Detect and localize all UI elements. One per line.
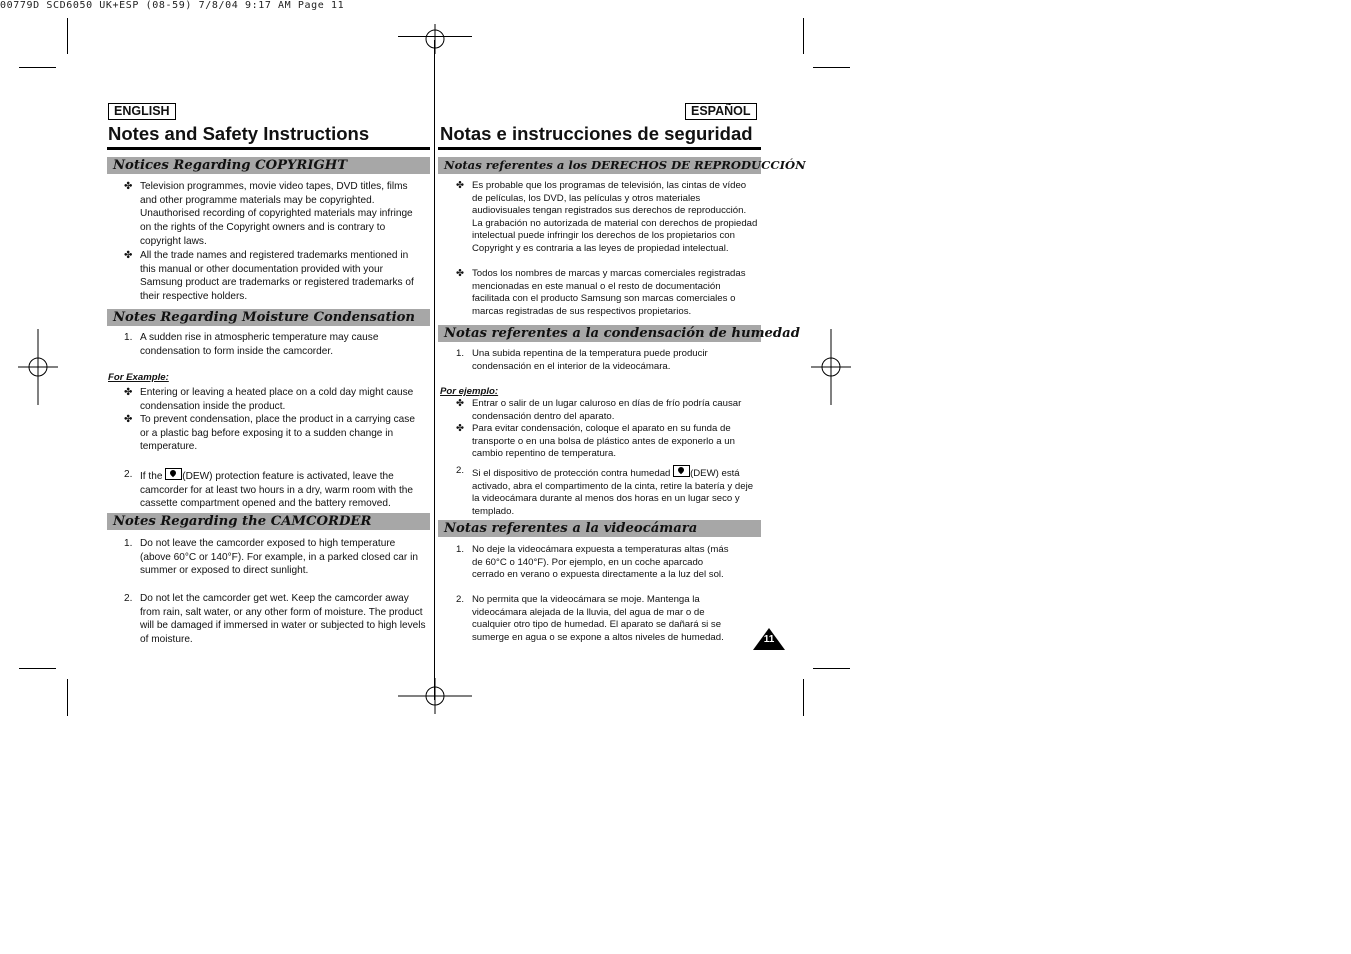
language-badge: ESPAÑOL [685, 103, 757, 120]
bullet-icon: ✤ [124, 414, 133, 425]
language-badge: ENGLISH [108, 103, 176, 120]
section-heading-moisture: Notas referentes a la condensación de humedad [438, 325, 761, 342]
crop-mark [813, 67, 850, 68]
crop-mark [19, 668, 56, 669]
registration-mark-icon [396, 678, 474, 716]
dew-icon [165, 468, 182, 480]
page-spine [434, 40, 435, 700]
bullet-icon: ✤ [456, 423, 465, 434]
bullet-icon: ✤ [456, 268, 465, 279]
crop-mark [67, 18, 68, 54]
section-heading-copyright: Notas referentes a los DERECHOS DE REPRODUCCIÓN [438, 157, 761, 174]
crop-mark [803, 18, 804, 54]
crop-mark [19, 67, 56, 68]
title-rule [438, 147, 761, 150]
example-label: Por ejemplo: [440, 386, 499, 397]
print-header: 00779D SCD6050 UK+ESP (08-59) 7/8/04 9:17 AM Page 11 [0, 0, 345, 11]
example-label: For Example: [108, 372, 169, 383]
dew-icon [673, 465, 690, 477]
bullet-icon: ✤ [456, 180, 465, 191]
crop-mark [803, 679, 804, 716]
page-number: 11 [763, 634, 775, 645]
section-heading-camcorder: Notas referentes a la videocámara [438, 520, 761, 537]
registration-mark-icon [0, 329, 76, 405]
section-heading-copyright: Notices Regarding COPYRIGHT [107, 157, 430, 174]
page-title: Notes and Safety Instructions [108, 123, 370, 144]
section-heading-camcorder: Notes Regarding the CAMCORDER [107, 513, 430, 530]
registration-mark-icon [793, 329, 869, 405]
bullet-icon: ✤ [124, 250, 133, 261]
bullet-icon: ✤ [456, 398, 465, 409]
registration-mark-icon [396, 20, 474, 60]
title-rule [107, 147, 430, 150]
bullet-icon: ✤ [124, 387, 133, 398]
section-heading-moisture: Notes Regarding Moisture Condensation [107, 309, 430, 326]
bullet-icon: ✤ [124, 181, 133, 192]
crop-mark [813, 668, 850, 669]
crop-mark [67, 679, 68, 716]
page-title: Notas e instrucciones de seguridad [440, 123, 753, 144]
